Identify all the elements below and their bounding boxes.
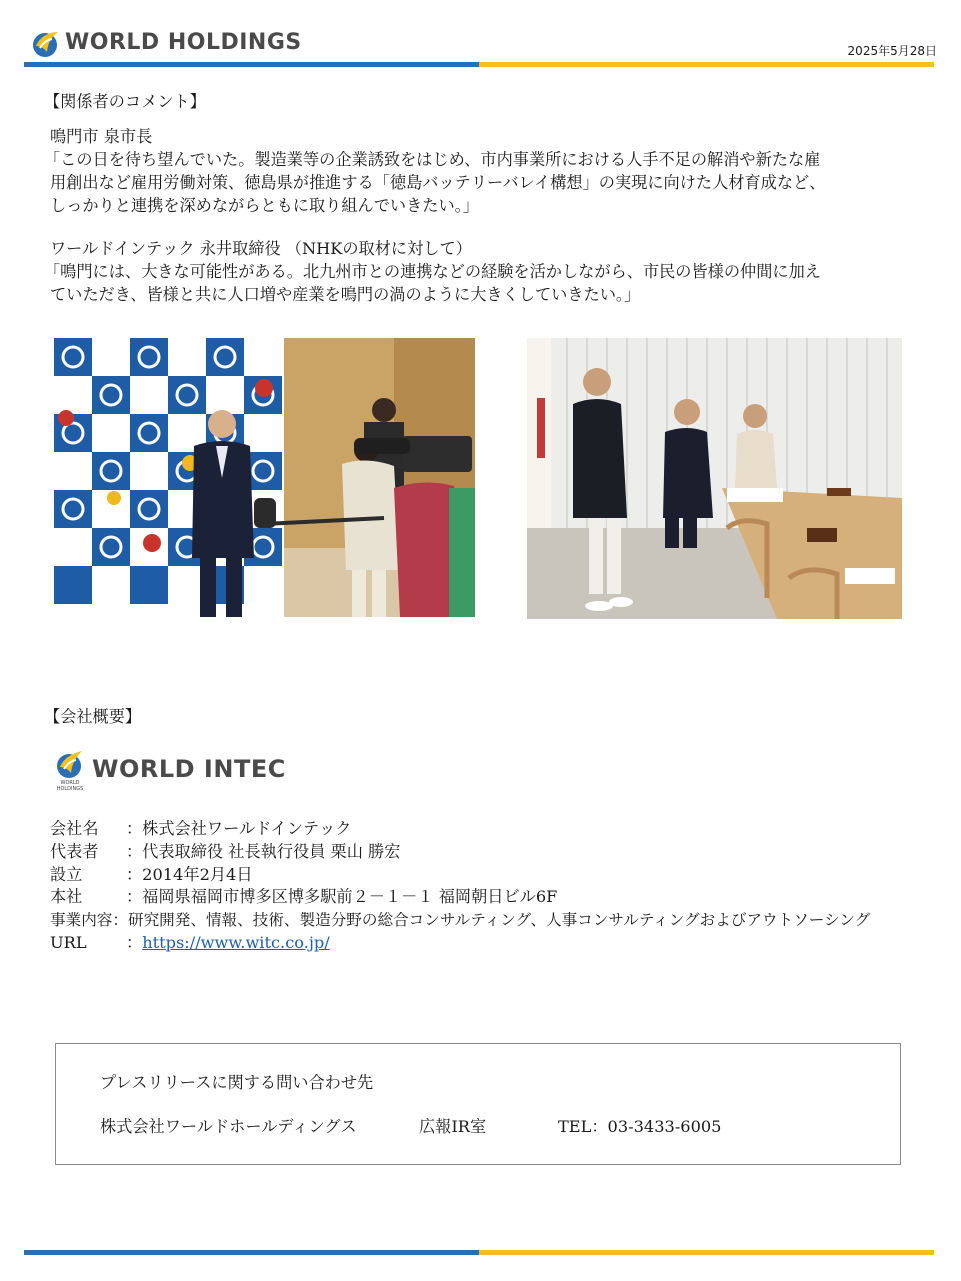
row-key: 本社 bbox=[50, 887, 83, 906]
row-value: ：代表取締役 社長執行役員 栗山 勝宏 bbox=[126, 842, 401, 861]
row-key: 会社名 bbox=[50, 819, 99, 838]
contact-title: プレスリリースに関する問い合わせ先 bbox=[100, 1073, 374, 1092]
company-url-link[interactable]: https://www.witc.co.jp/ bbox=[142, 933, 330, 952]
mayor-quote-line: 用創出など雇用労働対策、徳島県が推進する「徳島バッテリーバレイ構想」の実現に向けた人材育成など、 bbox=[50, 173, 826, 192]
row-key: 代表者 bbox=[50, 842, 99, 861]
row-value: ：福岡県福岡市博多区博多駅前２－１－１ 福岡朝日ビル6F bbox=[126, 887, 558, 906]
url-separator: ： bbox=[126, 933, 143, 952]
world-intec-logo-sub bbox=[52, 780, 88, 792]
row-key: 設立 bbox=[50, 865, 83, 884]
company-row-name bbox=[50, 818, 352, 840]
company-row-founded bbox=[50, 864, 253, 886]
contact-company: 株式会社ワールドホールディングス bbox=[100, 1117, 357, 1136]
logo-sub-line: WORLD bbox=[60, 780, 80, 786]
meeting-photo bbox=[527, 338, 902, 619]
director-name: ワールドインテック 永井取締役 （NHKの取材に対して） bbox=[50, 239, 472, 258]
world-holdings-logo-icon bbox=[28, 26, 62, 60]
director-quote-line: ていただき、皆様と共に人口増や産業を鳴門の渦のように大きくしていきたい。」 bbox=[50, 285, 641, 304]
header-rule bbox=[24, 62, 934, 67]
row-value: ：株式会社ワールドインテック bbox=[126, 819, 352, 838]
row-key: 事業内容 bbox=[50, 911, 113, 929]
contact-dept: 広報IR室 bbox=[419, 1117, 487, 1136]
company-row-headquarters bbox=[50, 886, 557, 908]
release-date: 2025年5月28日 bbox=[847, 44, 937, 58]
mayor-quote-line: しっかりと連携を深めながらともに取り組んでいきたい。」 bbox=[50, 196, 479, 215]
row-value: ：研究開発、情報、技術、製造分野の総合コンサルティング、人事コンサルティングおよびアウトソーシング bbox=[112, 911, 871, 929]
world-intec-logo-text: WORLD INTEC bbox=[92, 755, 286, 783]
company-heading: 【会社概要】 bbox=[44, 707, 142, 726]
row-value: ：2014年2月4日 bbox=[126, 865, 253, 884]
mayor-name: 鳴門市 泉市長 bbox=[50, 127, 153, 146]
contact-tel: TEL：03-3433-6005 bbox=[558, 1117, 722, 1136]
world-intec-logo-icon bbox=[52, 747, 88, 781]
mayor-quote-line: 「この日を待ち望んでいた。製造業等の企業誘致をはじめ、市内事業所における人手不足の解消や新たな雇 bbox=[44, 150, 821, 169]
company-row-url bbox=[50, 932, 330, 954]
brand-name: WORLD HOLDINGS bbox=[65, 30, 302, 55]
logo-sub-line: HOLDINGS bbox=[56, 786, 84, 792]
contact-box bbox=[55, 1043, 901, 1165]
footer-rule bbox=[24, 1250, 934, 1255]
comments-heading: 【関係者のコメント】 bbox=[44, 92, 206, 111]
company-row-business bbox=[50, 909, 870, 931]
interview-photo bbox=[54, 338, 475, 617]
company-row-representative bbox=[50, 841, 400, 863]
director-quote-line: 「鳴門には、大きな可能性がある。北九州市との連携などの経験を活かしながら、市民の皆様の仲間に加え bbox=[44, 262, 821, 281]
row-key: URL bbox=[50, 933, 87, 952]
